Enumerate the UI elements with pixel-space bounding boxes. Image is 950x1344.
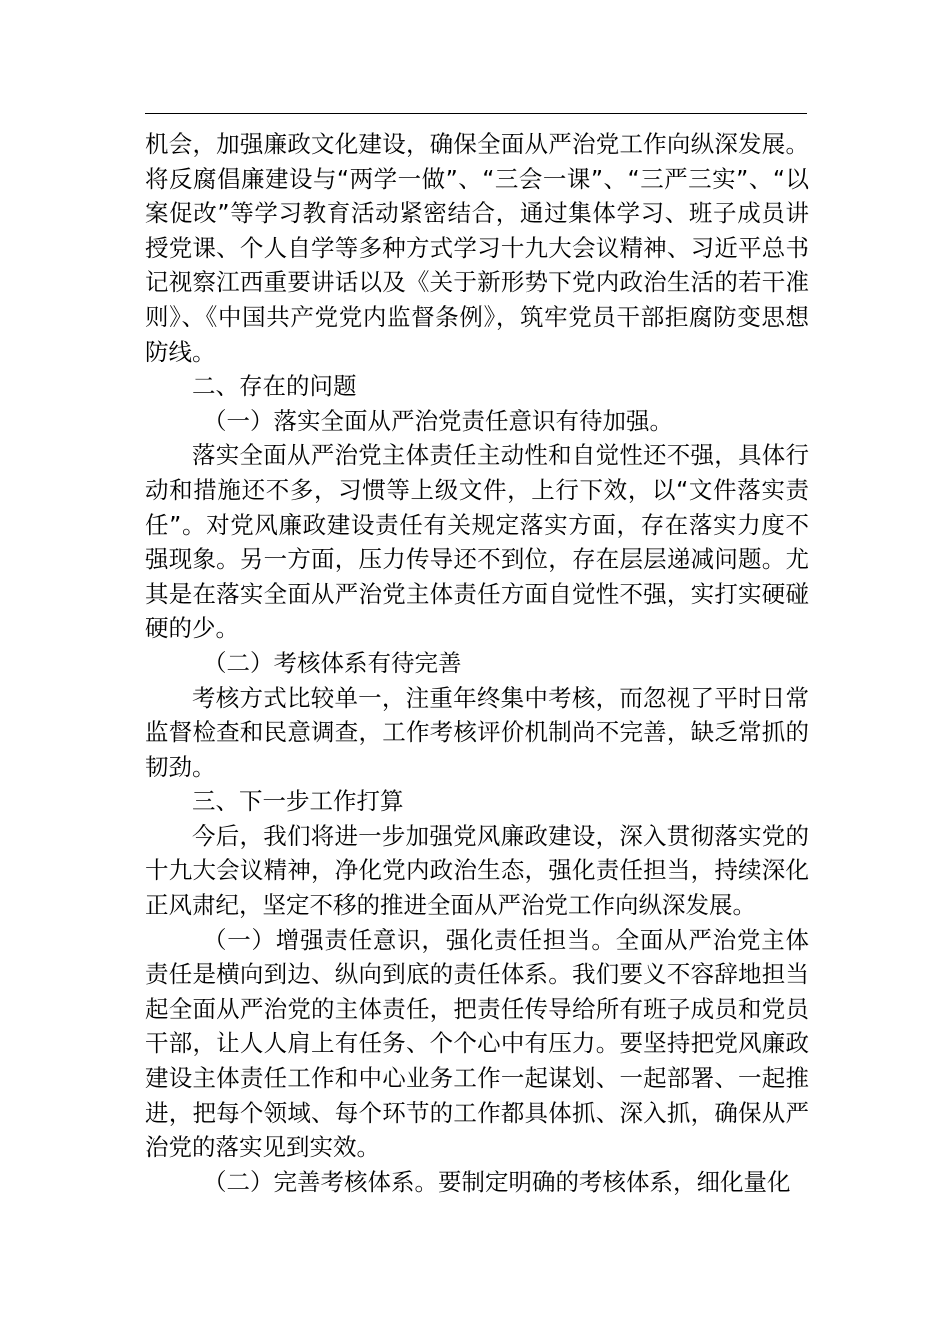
paragraph-responsibility: 落实全面从严治党主体责任主动性和自觉性还不强，具体行动和措施还不多，习惯等上级文件，上行下效，以“文件落实责任”。对党风廉政建设责任有关规定落实方面，存在落实力度不强现象。另一方面，压力传导还不到位，存在层层递减问题。尤其是在落实全面从严治党主体责任方面自觉性不强，实打实硬碰硬的少。 [145, 441, 809, 643]
paragraph-assessment: 考核方式比较单一，注重年终集中考核，而忽视了平时日常监督检查和民意调查，工作考核评价机制尚不完善，缺乏常抓的韧劲。 [145, 683, 809, 781]
document-body [145, 127, 809, 1199]
paragraph-improve-assessment: （二）完善考核体系。要制定明确的考核体系，细化量化 [203, 1167, 791, 1196]
paragraph-intro-continuation: 机会，加强廉政文化建设，确保全面从严治党工作向纵深发展。将反腐倡廉建设与“两学一做”、“三会一课”、“三严三实”、“以案促改”等学习教育活动紧密结合，通过集体学习、班子成员讲授党课、个人自学等多种方式学习十九大会议精神、习近平总书记视察江西重要讲话以及《关于新形势下党内政治生活的若干准则》、《中国共产党党内监督条例》，筑牢党员干部拒腐防变思想防线。 [145, 130, 809, 366]
subheading-assessment: （二）考核体系有待完善 [203, 648, 462, 677]
paragraph-next-steps: 今后，我们将进一步加强党风廉政建设，深入贯彻落实党的十九大会议精神，净化党内政治生态，强化责任担当，持续深化正风肃纪，坚定不移的推进全面从严治党工作向纵深发展。 [145, 821, 809, 920]
section-heading-next-steps: 三、下一步工作打算 [192, 787, 404, 816]
header-rule [145, 113, 807, 114]
section-heading-problems: 二、存在的问题 [192, 372, 357, 401]
paragraph-strengthen-responsibility: （一）增强责任意识，强化责任担当。全面从严治党主体责任是横向到边、纵向到底的责任体系。我们要义不容辞地担当起全面从严治党的主体责任，把责任传导给所有班子成员和党员干部，让人人肩上有任务、个个心中有压力。要坚持把党风廉政建设主体责任工作和中心业务工作一起谋划、一起部署、一起推进，把每个领域、每个环节的工作都具体抓、深入抓，确保从严治党的落实见到实效。 [145, 925, 809, 1162]
subheading-responsibility: （一）落实全面从严治党责任意识有待加强。 [203, 406, 673, 435]
